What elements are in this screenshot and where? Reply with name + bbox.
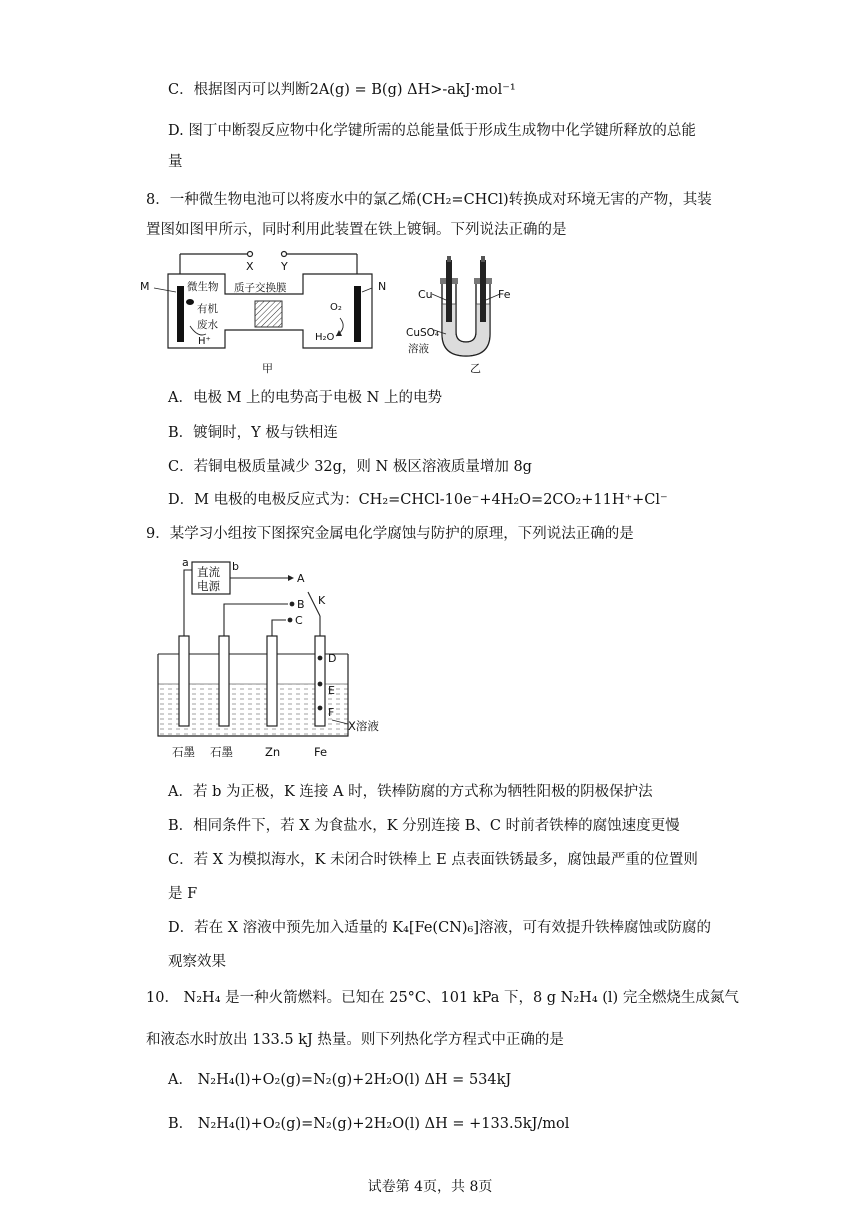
yi-caption: 乙 — [470, 362, 481, 375]
q9-label-D: D — [328, 652, 337, 665]
q9-electrode-label-1: 石墨 — [172, 745, 195, 759]
q10-option-a: A． N₂H₄(l)+O₂(g)=N₂(g)+2H₂O(l) ΔH = 534kJ — [168, 1072, 512, 1088]
yi-label-fe: Fe — [498, 288, 511, 301]
q10-stem-line2: 和液态水时放出 133.5 kJ 热量。则下列热化学方程式中正确的是 — [146, 1032, 564, 1048]
q9-label-a: a — [182, 556, 189, 569]
q9-option-a: A．若 b 为正极，K 连接 A 时，铁棒防腐的方式称为牺牲阳极的阴极保护法 — [168, 784, 653, 800]
q9-power-line1: 直流 — [197, 565, 220, 579]
q10-option-b: B． N₂H₄(l)+O₂(g)=N₂(g)+2H₂O(l) ΔH = +133.5kJ/mol — [168, 1116, 570, 1132]
yi-label-solution: 溶液 — [408, 343, 429, 355]
q10-stem-line1: 10． N₂H₄ 是一种火箭燃料。已知在 25°C、101 kPa 下，8 g N₂H₄ (l) 完全燃烧生成氮气 — [146, 990, 739, 1006]
q8-option-c: C．若铜电极质量减少 32g，则 N 极区溶液质量增加 8g — [168, 459, 532, 475]
yi-label-cu: Cu — [418, 288, 433, 301]
q8-stem-line2: 置图如图甲所示，同时利用此装置在铁上镀铜。下列说法正确的是 — [146, 222, 567, 238]
q8-figure-jia — [140, 244, 385, 380]
q9-electrode-label-4: Fe — [314, 745, 328, 759]
q9-figure — [152, 552, 412, 766]
q9-option-c-line1: C．若 X 为模拟海水，K 未闭合时铁棒上 E 点表面铁锈最多，腐蚀最严重的位置则 — [168, 852, 698, 868]
q9-electrode-label-3: Zn — [265, 745, 281, 759]
jia-label-h: H⁺ — [198, 336, 211, 347]
jia-label-waste: 废水 — [197, 319, 218, 331]
q9-label-K: K — [318, 594, 326, 607]
q7-option-d-line2: 量 — [168, 154, 183, 170]
jia-label-n: N — [378, 280, 387, 293]
jia-label-membrane: 质子交换膜 — [234, 282, 287, 294]
jia-caption: 甲 — [262, 362, 273, 375]
page-footer: 试卷第 4页，共 8页 — [367, 1179, 493, 1195]
q8-figure-yi — [404, 244, 520, 380]
q9-option-c-line2: 是 F — [168, 886, 198, 902]
q8-stem-line1: 8．一种微生物电池可以将废水中的氯乙烯(CH₂=CHCl)转换成对环境无害的产物，其装 — [146, 192, 712, 208]
q9-label-b-lower: b — [232, 560, 239, 573]
jia-label-y: Y — [281, 260, 288, 273]
q8-option-a: A．电极 M 上的电势高于电极 N 上的电势 — [168, 390, 442, 406]
q9-label-B: B — [297, 598, 305, 611]
q9-label-C: C — [295, 614, 303, 627]
jia-label-h2o: H₂O — [315, 332, 335, 343]
q9-label-F: F — [328, 706, 335, 719]
jia-label-x: X — [246, 260, 254, 273]
yi-label-cuso4: CuSO₄ — [406, 327, 440, 339]
q9-stem: 9．某学习小组按下图探究金属电化学腐蚀与防护的原理，下列说法正确的是 — [146, 526, 634, 542]
jia-label-organic: 有机 — [197, 303, 218, 315]
q7-option-c: C．根据图丙可以判断2A(g) = B(g) ΔH>-akJ·mol⁻¹ — [168, 82, 516, 98]
q9-electrode-label-2: 石墨 — [210, 745, 233, 759]
q8-option-d: D．M 电极的电极反应式为：CH₂=CHCl-10e⁻+4H₂O=2CO₂+11H⁺+Cl⁻ — [168, 492, 668, 508]
jia-label-m: M — [140, 280, 150, 293]
q9-label-A: A — [297, 572, 305, 585]
q9-power-line2: 电源 — [197, 579, 220, 593]
q9-label-E: E — [328, 684, 335, 697]
q9-label-x-solution: X溶液 — [348, 719, 379, 733]
q9-option-d-line2: 观察效果 — [168, 954, 226, 970]
jia-label-o2: O₂ — [330, 302, 342, 313]
q7-option-d-line1: D. 图丁中断裂反应物中化学键所需的总能量低于形成生成物中化学键所释放的总能 — [168, 123, 696, 139]
q9-option-d-line1: D．若在 X 溶液中预先加入适量的 K₄[Fe(CN)₆]溶液，可有效提升铁棒腐蚀或防腐的 — [168, 920, 711, 936]
jia-label-microbe: 微生物 — [187, 281, 219, 293]
q9-option-b: B．相同条件下，若 X 为食盐水，K 分别连接 B、C 时前者铁棒的腐蚀速度更慢 — [168, 818, 680, 834]
q8-option-b: B．镀铜时，Y 极与铁相连 — [168, 425, 338, 441]
